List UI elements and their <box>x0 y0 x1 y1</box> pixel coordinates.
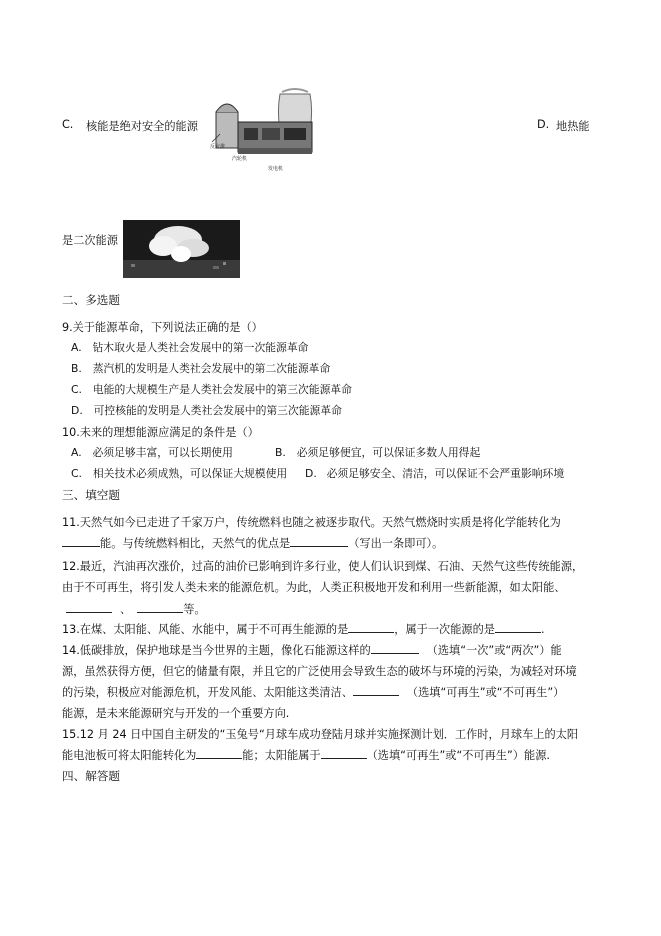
q12-separator: 、 <box>120 603 132 616</box>
q14-line1-a: 14.低碳排放，保护地球是当今世界的主题，像化石能源这样的 <box>62 644 371 657</box>
q14-line1-b: （选填“一次”或“两次”）能 <box>426 644 562 657</box>
q10-option-b <box>275 445 480 460</box>
nuclear-label-turbine: 汽轮机 <box>232 156 248 162</box>
q14-line4: 能源，是未来能源研究与开发的一个重要方向. <box>62 707 290 720</box>
q10-option-b-text: 必须足够便宜，可以保证多数人用得起 <box>296 446 481 459</box>
q9-stem: 9.关于能源革命，下列说法正确的是（） <box>62 321 263 334</box>
q15-line2 <box>62 747 550 763</box>
q10-option-a <box>71 445 233 460</box>
option-c-label: C. <box>62 118 74 131</box>
q15-line2-a: 能电池板可将太阳能转化为 <box>62 749 197 762</box>
q9-option-a-label: A. <box>71 341 82 354</box>
section-heading-answer: 四、解答题 <box>62 769 120 783</box>
q10-option-b-label: B. <box>275 446 286 459</box>
option-d-continuation: 是二次能源 <box>62 234 118 247</box>
q15-line2-c: （选填“可再生”或“不可再生”）能源. <box>366 749 550 762</box>
option-d-text: 地热能 <box>556 120 590 133</box>
option-d-label: D. <box>537 118 550 131</box>
q10-option-d-text: 必须足够安全、清洁，可以保证不会严重影响环境 <box>326 467 565 480</box>
q15-line1: 15.12 月 24 日中国自主研发的“玉兔号“月球车成功登陆月球并实施探测计划．工作时，月球车上的太阳 <box>62 728 579 741</box>
q14-line3-a: 的污染，积极应对能源危机，开发风能、太阳能这类清洁、 <box>62 686 353 699</box>
q12-line3 <box>66 601 206 617</box>
q11-line2-end: （写出一条即可）。 <box>348 537 444 550</box>
q10-option-a-label: A. <box>71 446 82 459</box>
q10-stem: 10.未来的理想能源应满足的条件是（） <box>62 426 259 439</box>
q14-blank-2[interactable] <box>353 685 399 696</box>
q14-line3-b: （选填“可再生”或“不可再生”） <box>406 686 565 699</box>
q9-option-d <box>71 403 342 418</box>
q11-line1: 11.天然气如今已走进了千家万户，传统燃料也随之被逐步取代。天然气燃烧时实质是将化学能转化为 <box>62 516 561 529</box>
q14-blank-1[interactable] <box>371 643 419 654</box>
q11-line2-text: 能。与传统燃料相比，天然气的优点是 <box>100 537 291 550</box>
q12-line1: 12.最近，汽油再次涨价，过高的油价已影响到许多行业，使人们认识到煤、石油、天然气这些传统能源， <box>62 560 584 573</box>
q9-option-d-label: D. <box>71 404 83 417</box>
q13-blank-2[interactable] <box>495 622 541 633</box>
q13-part1: 13.在煤、太阳能、风能、水能中，属于不可再生能源的是 <box>62 623 349 636</box>
geothermal-image <box>123 220 240 278</box>
q9-option-b <box>71 361 330 376</box>
q9-option-a <box>71 340 308 355</box>
q12-line2: 由于不可再生，将引发人类未来的能源危机。为此，人类正积极地开发和利用一些新能源，如太阳能、 <box>62 581 566 594</box>
q9-option-b-text: 蒸汽机的发明是人类社会发展中的第二次能源革命 <box>92 362 331 375</box>
q11-line2 <box>62 535 443 551</box>
q10-option-a-text: 必须足够丰富，可以长期使用 <box>92 446 233 459</box>
q9-option-b-label: B. <box>71 362 82 375</box>
q9-option-a-text: 钻木取火是人类社会发展中的第一次能源革命 <box>92 341 309 354</box>
q9-option-c-text: 电能的大规模生产是人类社会发展中的第三次能源革命 <box>92 383 352 396</box>
q9-option-d-text: 可控核能的发明是人类社会发展中的第三次能源革命 <box>93 404 342 417</box>
nuclear-label-reactor: 反应堆 <box>210 144 226 150</box>
option-c-text: 核能是绝对安全的能源 <box>86 120 198 133</box>
q10-option-c-label: C. <box>71 467 82 480</box>
q10-option-d-label: D. <box>305 467 317 480</box>
q12-line3-end: 等。 <box>183 603 206 616</box>
q15-blank-1[interactable] <box>196 748 242 759</box>
q9-option-c <box>71 382 352 397</box>
q15-blank-2[interactable] <box>321 748 367 759</box>
q13-line <box>62 621 545 637</box>
nuclear-label-generator: 发电机 <box>268 166 284 172</box>
q12-blank-2[interactable] <box>137 602 183 613</box>
section-heading-multiple-choice: 二、多选题 <box>62 293 120 307</box>
q13-part3: . <box>541 623 545 636</box>
q14-line1 <box>62 642 562 658</box>
q11-blank-1[interactable] <box>62 536 100 547</box>
q10-option-c <box>71 466 287 481</box>
q15-line2-b: 能；太阳能属于 <box>242 749 321 762</box>
nuclear-plant-image <box>210 86 320 174</box>
q14-line3 <box>62 684 564 700</box>
q9-option-c-label: C. <box>71 383 82 396</box>
q11-blank-2[interactable] <box>290 536 348 547</box>
q14-line2: 源，虽然获得方便，但它的储量有限，并且它的广泛使用会导致生态的破坏与环境的污染，为减轻对环境 <box>62 665 577 678</box>
q13-part2: ，属于一次能源的是 <box>394 623 495 636</box>
q12-blank-1[interactable] <box>66 602 112 613</box>
section-heading-fill-in: 三、填空题 <box>62 488 120 502</box>
q10-option-d <box>305 466 564 481</box>
q13-blank-1[interactable] <box>348 622 394 633</box>
q10-option-c-text: 相关技术必须成熟，可以保证大规模使用 <box>92 467 288 480</box>
